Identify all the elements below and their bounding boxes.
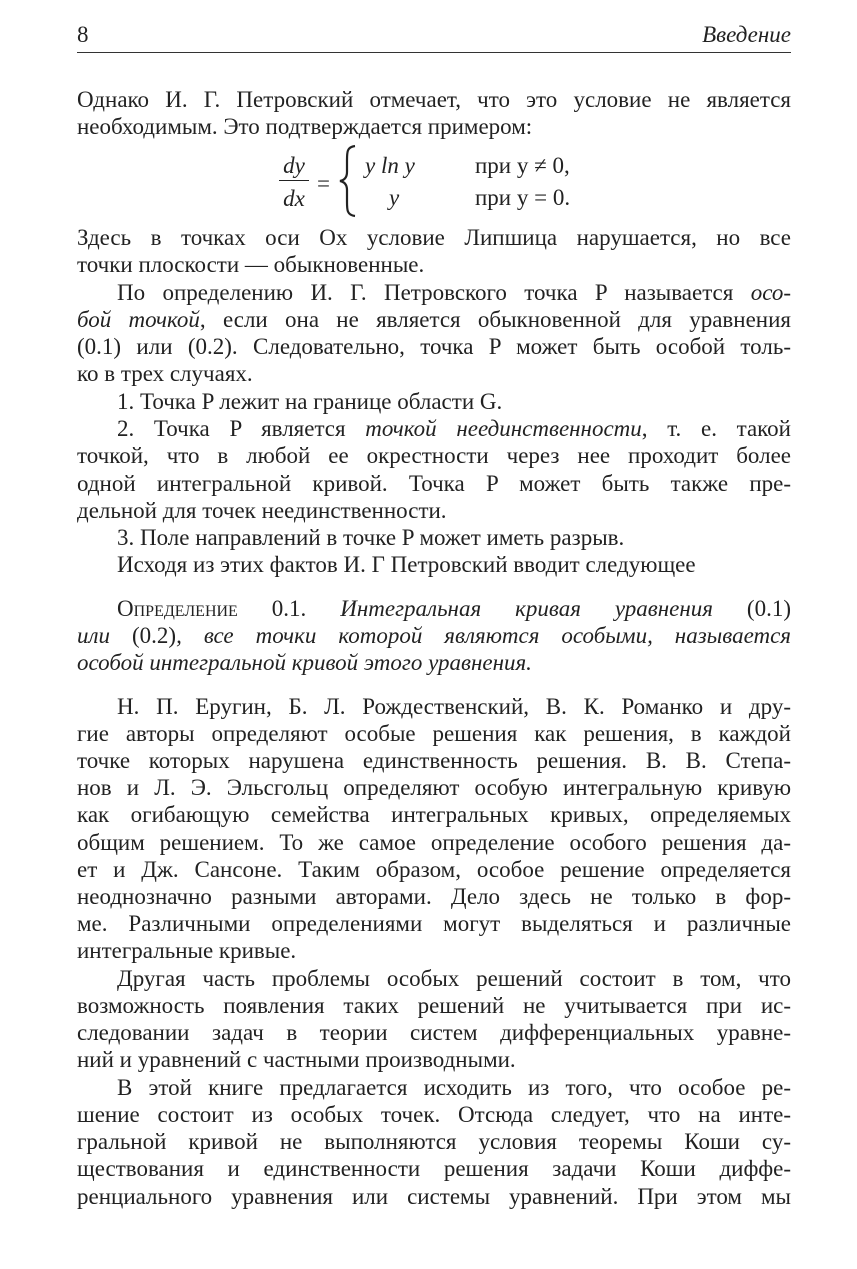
paragraph-line: (0.1) или (0.2). Следовательно, точка P может быть особой толь- (77, 334, 791, 359)
paragraph-line: общим решением. То же самое определение особого решения да- (77, 830, 791, 855)
text-run: По определению И. Г. Петровского точка P называется (117, 280, 751, 305)
paragraph-line: ний и уравнений с частными производными. (77, 1047, 516, 1072)
equals-sign: = (317, 171, 330, 196)
paragraph-line: шение состоит из особых точек. Отсюда следует, что на инте- (77, 1102, 791, 1127)
paragraph-line: Другая часть проблемы особых решений состоит в том, что (117, 966, 791, 991)
section-title: Введение (702, 22, 791, 47)
paragraph-line: В этой книге предлагается исходить из того, что особое ре- (117, 1075, 791, 1100)
paragraph-line: гие авторы определяют особые решения как решения, в каждой (77, 721, 791, 746)
paragraph-line: ме. Различными определениями могут выделяться и различные (77, 911, 791, 936)
italic-term: , все точки которой являются особыми, называется (176, 623, 791, 648)
paragraph-line: ществования и единственности решения задачи Коши диффе- (77, 1156, 791, 1181)
paragraph-line (117, 279, 791, 306)
derivative-fraction (279, 152, 309, 212)
paragraph-line: точке которых нарушена единственность решения. В. В. Степа- (77, 748, 791, 773)
paragraph-line: Исходя из этих фактов И. Г Петровский вводит следующее (117, 552, 696, 577)
text-run: (0.2) (110, 623, 177, 648)
paragraph-line: Н. П. Еругин, Б. Л. Рождественский, В. К. Романко и дру- (117, 694, 791, 719)
text-run: , если она не является обыкновенной для уравнения (199, 307, 791, 332)
fraction-denominator: dx (283, 186, 305, 211)
piecewise-formula (279, 150, 639, 222)
list-item: 3. Поле направлений в точке P может иметь разрыв. (117, 525, 625, 550)
text-run: (0.1) (712, 596, 791, 621)
paragraph-line: точки плоскости — обыкновенные. (77, 252, 425, 277)
paragraph-line: неоднозначно разными авторами. Дело здесь не только в фор- (77, 884, 791, 909)
paragraph-line: ренциального уравнения или системы уравнений. При этом мы (77, 1184, 791, 1209)
paragraph-line: одной интегральной кривой. Точка P может быть также пре- (77, 471, 791, 496)
paragraph-line (77, 306, 791, 333)
book-page (77, 0, 791, 1269)
italic-term: или (77, 623, 111, 648)
paragraph-line: ко в трех случаях. (77, 361, 253, 386)
case-expression: y ln y (365, 153, 415, 178)
paragraph-line: точкой, что в любой ее окрестности через нее проходит более (77, 443, 791, 468)
left-brace-icon (337, 144, 359, 218)
paragraph-line: ет и Дж. Сансоне. Таким образом, особое решение определяется (77, 857, 791, 882)
paragraph-line: Здесь в точках оси Ox условие Липшица нарушается, но все (77, 225, 791, 250)
italic-term: осо- (750, 280, 791, 305)
paragraph-line: необходимым. Это подтверждается примером: (77, 114, 533, 139)
definition-line (117, 595, 791, 622)
italic-term: Интегральная кривая уравнения (306, 596, 713, 621)
definition-label: Определение 0.1. (117, 596, 307, 621)
paragraph-line: как огибающую семейства интегральных кривых, определяемых (77, 802, 791, 827)
fraction-numerator: dy (279, 152, 309, 181)
running-header (77, 20, 791, 53)
paragraph-line: дельной для точек неединственности. (77, 498, 447, 523)
italic-term: точкой неединственности (365, 416, 642, 441)
paragraph-line: нов и Л. Э. Эльсгольц определяют особую интегральную кривую (77, 775, 791, 800)
paragraph-line: следовании задач в теории систем дифференциальных уравне- (77, 1020, 791, 1045)
paragraph-line: возможность появления таких решений не учитывается при ис- (77, 993, 791, 1018)
case-expression: y (389, 185, 400, 210)
text-run: 2. Точка P является (117, 416, 366, 441)
paragraph-line: интегральные кривые. (77, 938, 297, 963)
paragraph-line: Однако И. Г. Петровский отмечает, что это условие не является (77, 87, 791, 112)
list-item (117, 415, 791, 442)
italic-term: бой точкой (77, 307, 200, 332)
definition-line (77, 622, 791, 649)
text-run: , т. е. такой (641, 416, 791, 441)
case-condition: при y ≠ 0, (475, 153, 570, 178)
case-condition: при y = 0. (475, 185, 571, 210)
page-number: 8 (77, 22, 89, 47)
definition-line: особой интегральной кривой этого уравнения. (77, 650, 532, 675)
paragraph-line: гральной кривой не выполняются условия теоремы Коши су- (77, 1129, 791, 1154)
list-item: 1. Точка P лежит на границе области G. (117, 389, 503, 414)
